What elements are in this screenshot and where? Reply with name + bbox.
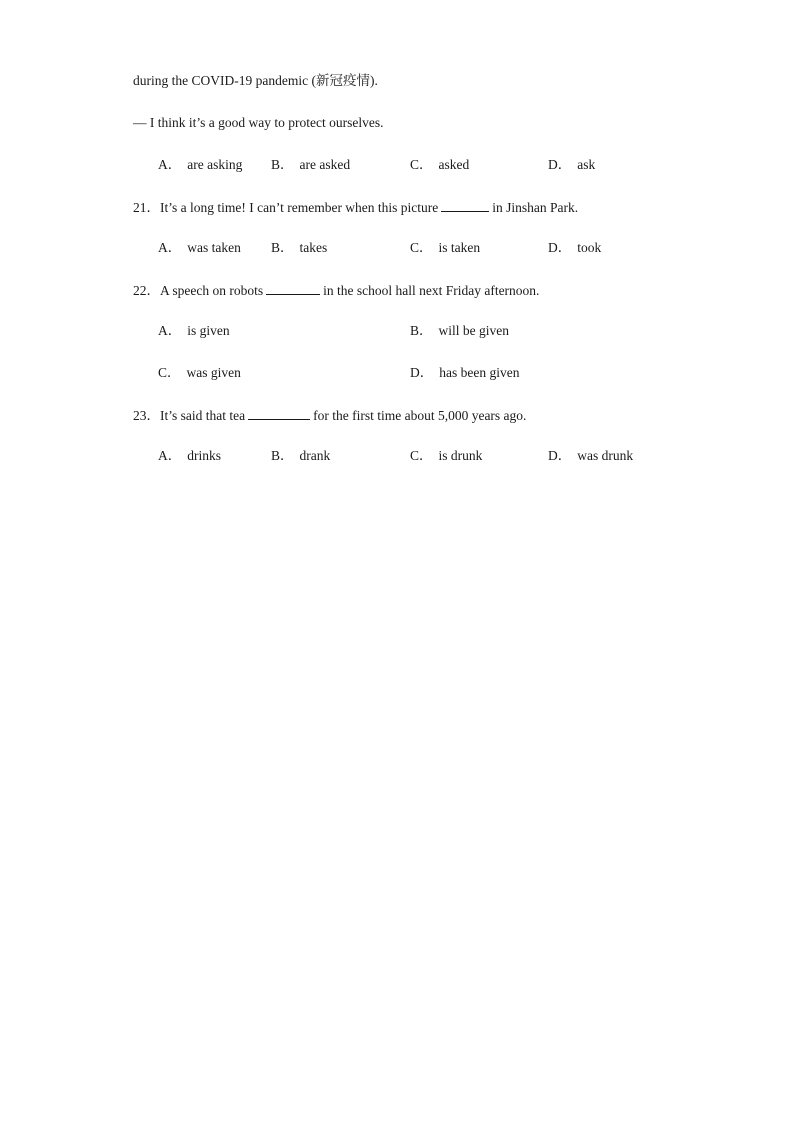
q22-answer-blank	[266, 282, 320, 295]
q22-option-c	[158, 365, 241, 381]
option-text: asked	[438, 157, 470, 172]
option-text: drank	[299, 448, 331, 463]
q20-option-a	[158, 157, 242, 173]
option-text: will be given	[438, 323, 510, 338]
q23-stem-before: 23．It’s said that tea	[133, 408, 246, 423]
option-letter: C．	[410, 448, 433, 463]
option-letter: D．	[548, 157, 572, 172]
option-letter: A．	[158, 448, 182, 463]
q23-stem-after: for the first time about 5,000 years ago.	[313, 408, 527, 423]
option-letter: A．	[158, 323, 182, 338]
option-letter: C．	[158, 365, 181, 380]
q23-answer-blank	[248, 407, 310, 420]
q20-option-d	[548, 157, 595, 173]
q23-stem	[133, 407, 526, 424]
q22-option-d	[410, 365, 519, 381]
q23-option-c	[410, 448, 482, 464]
option-letter: D．	[410, 365, 434, 380]
q20-option-b	[271, 157, 350, 173]
option-text: is given	[187, 323, 230, 338]
q22-option-b	[410, 323, 509, 339]
option-letter: B．	[271, 157, 294, 172]
q23-option-a	[158, 448, 221, 464]
option-letter: C．	[410, 240, 433, 255]
q21-stem-before: 21．It’s a long time! I can’t remember when this picture	[133, 200, 439, 215]
option-letter: B．	[271, 448, 294, 463]
option-text: are asked	[299, 157, 351, 172]
q20-response: — I think it’s a good way to protect ourselves.	[133, 115, 384, 130]
q21-option-d	[548, 240, 601, 256]
option-text: was taken	[187, 240, 241, 255]
q23-option-d	[548, 448, 633, 464]
q21-option-b	[271, 240, 327, 256]
q22-option-a	[158, 323, 230, 339]
option-text: was given	[186, 365, 241, 380]
q21-stem	[133, 199, 578, 216]
option-text: takes	[299, 240, 328, 255]
q21-option-c	[410, 240, 480, 256]
q21-option-a	[158, 240, 241, 256]
option-letter: D．	[548, 240, 572, 255]
option-text: took	[577, 240, 602, 255]
option-letter: B．	[410, 323, 433, 338]
option-letter: D．	[548, 448, 572, 463]
q21-stem-after: in Jinshan Park.	[492, 200, 579, 215]
option-text: ask	[577, 157, 596, 172]
option-text: are asking	[187, 157, 243, 172]
q22-stem-after: in the school hall next Friday afternoon.	[323, 283, 540, 298]
q20-continuation: during the COVID-19 pandemic (新冠疫情).	[133, 73, 378, 88]
q20-option-c	[410, 157, 469, 173]
option-text: is drunk	[438, 448, 483, 463]
q22-stem-before: 22．A speech on robots	[133, 283, 264, 298]
q22-stem	[133, 282, 539, 299]
option-letter: A．	[158, 157, 182, 172]
option-text: drinks	[187, 448, 221, 463]
option-letter: C．	[410, 157, 433, 172]
option-letter: B．	[271, 240, 294, 255]
q21-answer-blank	[441, 199, 489, 212]
option-text: has been given	[439, 365, 520, 380]
q23-option-b	[271, 448, 330, 464]
option-letter: A．	[158, 240, 182, 255]
option-text: was drunk	[577, 448, 634, 463]
option-text: is taken	[438, 240, 481, 255]
